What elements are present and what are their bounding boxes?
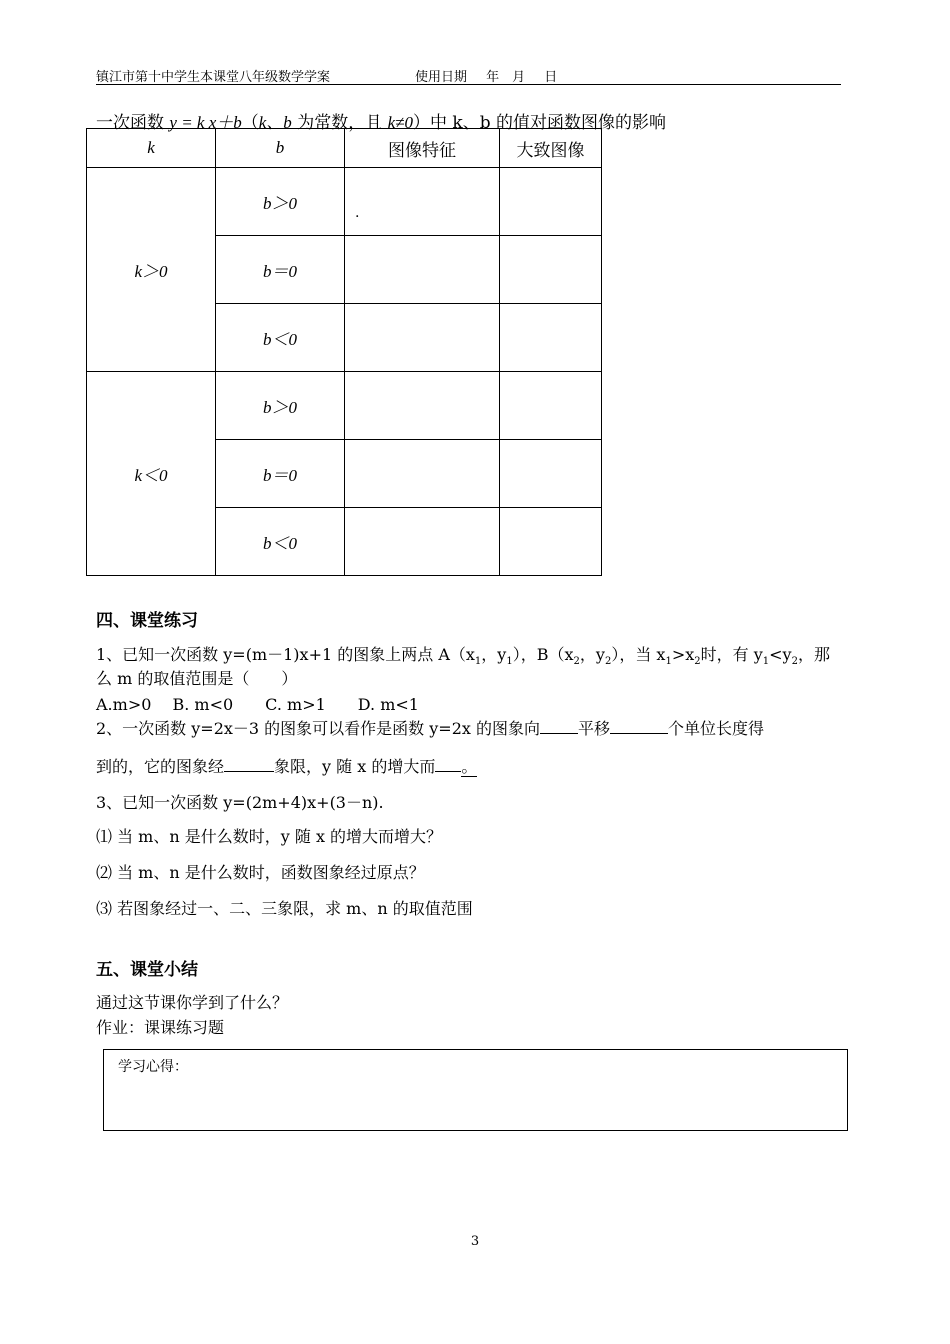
question-1-line1 <box>96 642 830 667</box>
b-cell: b＝0 <box>216 440 345 508</box>
b-cell: b＝0 <box>216 236 345 304</box>
table-row <box>87 168 602 236</box>
q1-text-i: ，那 <box>797 645 830 664</box>
subscript: 2 <box>791 656 798 668</box>
header-features: 图像特征 <box>345 129 500 168</box>
q2-text-b: 平移 <box>578 719 611 738</box>
q2-text-e: 象限，y 随 x 的增大而 <box>274 757 436 776</box>
notes-label: 学习心得： <box>118 1059 188 1075</box>
section4-title: 四、课堂练习 <box>96 611 198 631</box>
feature-cell[interactable] <box>345 236 500 304</box>
q1-text-c: ），B（x <box>512 645 574 664</box>
summary-question: 通过这节课你学到了什么？ <box>96 993 289 1012</box>
feature-cell[interactable] <box>345 508 500 576</box>
subscript: 1 <box>665 656 672 668</box>
sketch-cell[interactable] <box>500 168 602 236</box>
header-school-title: 镇江市第十中学生本课堂八年级数学学案 <box>96 70 331 85</box>
intro-vars: k、b <box>258 113 292 132</box>
intro-prefix: 一次函数 <box>96 113 170 133</box>
b-cell: b＞0 <box>216 372 345 440</box>
subscript: 1 <box>506 656 513 668</box>
homework-line: 作业：课课练习题 <box>96 1018 225 1037</box>
sketch-cell[interactable] <box>500 508 602 576</box>
table-row <box>87 372 602 440</box>
sketch-cell[interactable] <box>500 304 602 372</box>
sketch-cell[interactable] <box>500 236 602 304</box>
b-cell: b＜0 <box>216 304 345 372</box>
intro-cond: k≠0 <box>387 113 414 132</box>
feature-cell[interactable] <box>345 372 500 440</box>
blank-direction[interactable] <box>540 717 578 734</box>
q2-text-f: 。 <box>461 757 478 776</box>
b-cell: b＞0 <box>216 168 345 236</box>
question-2-line2 <box>96 754 477 777</box>
q2-text-a: 2、一次函数 y=2x－3 的图象可以看作是函数 y=2x 的图象向 <box>96 719 541 738</box>
question-3-part-1: ⑴ 当 m、n 是什么数时，y 随 x 的增大而增大？ <box>96 827 443 846</box>
blank-units[interactable] <box>610 717 668 734</box>
sketch-cell[interactable] <box>500 440 602 508</box>
feature-cell[interactable] <box>345 440 500 508</box>
intro-formula: y = k x＋b <box>169 113 242 132</box>
subscript: 1 <box>474 656 482 668</box>
q2-text-d: 到的，它的图象经 <box>96 757 225 776</box>
intro-suffix: ）中 k、b 的值对函数图像的影响 <box>413 113 667 133</box>
subscript: 2 <box>573 656 580 668</box>
k-positive-cell: k＞0 <box>87 168 216 372</box>
table-header-row <box>87 129 602 168</box>
subscript: 1 <box>762 656 770 668</box>
section5-title: 五、课堂小结 <box>96 960 198 980</box>
subscript: 2 <box>694 656 701 668</box>
question-3-part-3: ⑶ 若图象经过一、二、三象限，求 m、n 的取值范围 <box>96 899 473 918</box>
question-2-line1 <box>96 716 764 739</box>
subscript: 2 <box>604 656 612 668</box>
sketch-cell[interactable] <box>500 372 602 440</box>
intro-paren: （ <box>241 113 259 133</box>
q1-text-f: >x <box>671 645 695 664</box>
q2-text-c: 个单位长度得 <box>668 719 765 738</box>
q1-text-e: ），当 x <box>611 645 666 664</box>
header-b: b <box>216 129 345 168</box>
question-3: 3、已知一次函数 y=(2m+4)x+(3－n). <box>96 793 384 812</box>
blank-quadrants[interactable] <box>224 755 274 772</box>
blank-trend[interactable] <box>435 755 461 772</box>
feature-cell[interactable] <box>345 168 500 236</box>
question-1-options: A.m>0 B. m<0 C. m>1 D. m<1 <box>96 695 419 714</box>
k-negative-cell: k＜0 <box>87 372 216 576</box>
learning-notes-box[interactable] <box>103 1049 848 1131</box>
q1-text-a: 1、已知一次函数 y=(m－1)x+1 的图象上两点 A（x <box>96 645 475 664</box>
q1-text-h: <y <box>769 645 792 664</box>
feature-cell[interactable] <box>345 304 500 372</box>
page-number: 3 <box>470 1234 480 1249</box>
header-date-field: 使用日期 年 月 日 <box>415 70 558 85</box>
header-k: k <box>87 129 216 168</box>
question-1-line2: 么 m 的取值范围是（ ） <box>96 669 298 688</box>
q1-text-b: ，y <box>481 645 507 664</box>
b-cell: b＜0 <box>216 508 345 576</box>
intro-mid: 为常数，且 <box>291 113 388 133</box>
stray-dot: . <box>355 205 360 221</box>
kb-effect-table <box>86 128 602 576</box>
header-divider <box>96 84 841 85</box>
header-sketch: 大致图像 <box>500 129 602 168</box>
q1-text-d: ，y <box>579 645 605 664</box>
q1-text-g: 时，有 y <box>700 645 763 664</box>
question-3-part-2: ⑵ 当 m、n 是什么数时，函数图象经过原点？ <box>96 863 425 882</box>
